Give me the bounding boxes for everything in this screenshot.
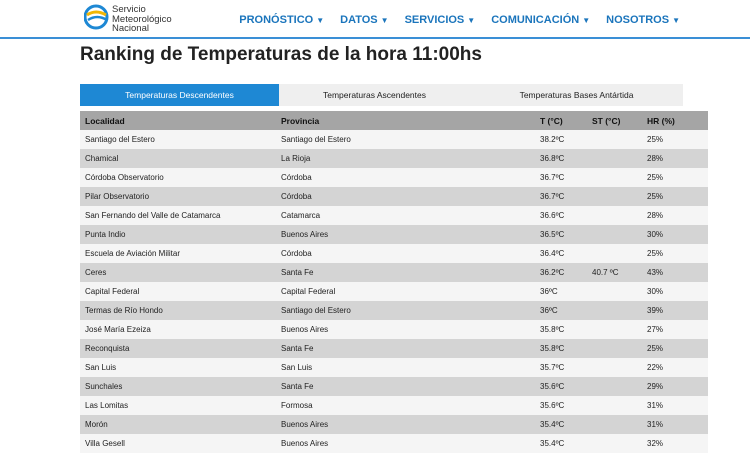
col-localidad: Localidad — [80, 111, 276, 130]
cell-humedad: 31% — [642, 396, 708, 415]
cell-provincia: Capital Federal — [276, 282, 535, 301]
logo-text — [112, 5, 172, 34]
col-provincia: Provincia — [276, 111, 535, 130]
cell-temperatura: 36.6ºC — [535, 206, 587, 225]
cell-sensacion — [587, 168, 642, 187]
cell-sensacion — [587, 320, 642, 339]
nav-servicios[interactable]: SERVICIOS ▼ — [404, 14, 476, 26]
page-title: Ranking de Temperaturas de la hora 11:00hs — [80, 44, 482, 65]
cell-localidad: Morón — [80, 415, 276, 434]
cell-humedad: 39% — [642, 301, 708, 320]
col-humedad: HR (%) — [642, 111, 708, 130]
cell-provincia: Buenos Aires — [276, 225, 535, 244]
caret-down-icon: ▼ — [467, 16, 476, 25]
cell-provincia: Buenos Aires — [276, 320, 535, 339]
cell-temperatura: 35.8ºC — [535, 339, 587, 358]
cell-provincia: San Luis — [276, 358, 535, 377]
table-header-row — [80, 111, 708, 130]
cell-temperatura: 36.2ºC — [535, 263, 587, 282]
cell-temperatura: 35.4ºC — [535, 434, 587, 453]
cell-humedad: 25% — [642, 130, 708, 149]
cell-temperatura: 36.7ºC — [535, 168, 587, 187]
cell-sensacion — [587, 149, 642, 168]
cell-provincia: Santa Fe — [276, 339, 535, 358]
caret-down-icon: ▼ — [582, 16, 591, 25]
tab-ascendentes[interactable]: Temperaturas Ascendentes — [279, 84, 470, 106]
cell-temperatura: 35.6ºC — [535, 377, 587, 396]
col-temperatura: T (°C) — [535, 111, 587, 130]
table-row — [80, 225, 708, 244]
cell-localidad: José María Ezeiza — [80, 320, 276, 339]
cell-sensacion — [587, 225, 642, 244]
main-nav — [223, 14, 680, 26]
table-row — [80, 187, 708, 206]
cell-sensacion — [587, 187, 642, 206]
cell-humedad: 32% — [642, 434, 708, 453]
cell-temperatura: 36ºC — [535, 301, 587, 320]
cell-sensacion — [587, 339, 642, 358]
cell-sensacion — [587, 377, 642, 396]
logo-line-3: Nacional — [112, 23, 149, 34]
cell-provincia: Catamarca — [276, 206, 535, 225]
cell-sensacion — [587, 434, 642, 453]
cell-provincia: La Rioja — [276, 149, 535, 168]
table-row — [80, 206, 708, 225]
caret-down-icon: ▼ — [672, 16, 680, 25]
cell-sensacion — [587, 415, 642, 434]
cell-localidad: Córdoba Observatorio — [80, 168, 276, 187]
table-row — [80, 339, 708, 358]
cell-provincia: Santiago del Estero — [276, 301, 535, 320]
col-sensacion: ST (°C) — [587, 111, 642, 130]
cell-localidad: Villa Gesell — [80, 434, 276, 453]
cell-localidad: Sunchales — [80, 377, 276, 396]
cell-temperatura: 38.2ºC — [535, 130, 587, 149]
cell-provincia: Córdoba — [276, 187, 535, 206]
cell-localidad: Santiago del Estero — [80, 130, 276, 149]
cell-localidad: Ceres — [80, 263, 276, 282]
cell-provincia: Buenos Aires — [276, 434, 535, 453]
table-body — [80, 130, 708, 453]
site-header — [0, 0, 750, 39]
cell-sensacion — [587, 358, 642, 377]
cell-provincia: Santa Fe — [276, 377, 535, 396]
cell-temperatura: 36.8ºC — [535, 149, 587, 168]
cell-localidad: San Luis — [80, 358, 276, 377]
cell-localidad: Escuela de Aviación Militar — [80, 244, 276, 263]
cell-humedad: 43% — [642, 263, 708, 282]
cell-sensacion — [587, 282, 642, 301]
cell-provincia: Santiago del Estero — [276, 130, 535, 149]
cell-localidad: Las Lomitas — [80, 396, 276, 415]
cell-localidad: Capital Federal — [80, 282, 276, 301]
cell-humedad: 25% — [642, 168, 708, 187]
cell-humedad: 28% — [642, 206, 708, 225]
cell-temperatura: 36.5ºC — [535, 225, 587, 244]
caret-down-icon: ▼ — [316, 16, 325, 25]
cell-provincia: Buenos Aires — [276, 415, 535, 434]
ranking-tabs — [80, 84, 683, 106]
cell-humedad: 22% — [642, 358, 708, 377]
cell-localidad: Termas de Río Hondo — [80, 301, 276, 320]
cell-sensacion: 40.7 ºC — [587, 263, 642, 282]
cell-localidad: Punta Indio — [80, 225, 276, 244]
nav-comunicacion[interactable]: COMUNICACIÓN ▼ — [491, 14, 591, 26]
table-row — [80, 377, 708, 396]
cell-temperatura: 35.8ºC — [535, 320, 587, 339]
caret-down-icon: ▼ — [380, 16, 389, 25]
cell-humedad: 27% — [642, 320, 708, 339]
cell-humedad: 30% — [642, 282, 708, 301]
cell-sensacion — [587, 206, 642, 225]
smn-logo[interactable] — [84, 3, 194, 35]
cell-temperatura: 36.7ºC — [535, 187, 587, 206]
cell-localidad: Pilar Observatorio — [80, 187, 276, 206]
nav-pronostico[interactable]: PRONÓSTICO ▼ — [239, 14, 325, 26]
cell-provincia: Formosa — [276, 396, 535, 415]
table-row — [80, 301, 708, 320]
table-row — [80, 396, 708, 415]
cell-sensacion — [587, 396, 642, 415]
table-row — [80, 149, 708, 168]
cell-humedad: 25% — [642, 187, 708, 206]
table-row — [80, 244, 708, 263]
table-row — [80, 320, 708, 339]
cell-provincia: Córdoba — [276, 168, 535, 187]
logo-line-2: Meteorológico — [112, 13, 172, 25]
cell-provincia: Córdoba — [276, 244, 535, 263]
cell-humedad: 31% — [642, 415, 708, 434]
logo-line-1: Servicio — [112, 4, 146, 15]
ranking-table — [80, 111, 708, 453]
table-row — [80, 415, 708, 434]
cell-localidad: Chamical — [80, 149, 276, 168]
table-row — [80, 358, 708, 377]
cell-temperatura: 36.4ºC — [535, 244, 587, 263]
cell-temperatura: 35.7ºC — [535, 358, 587, 377]
cell-humedad: 25% — [642, 244, 708, 263]
table-row — [80, 434, 708, 453]
cell-sensacion — [587, 301, 642, 320]
cell-temperatura: 36ºC — [535, 282, 587, 301]
table-row — [80, 282, 708, 301]
cell-localidad: Reconquista — [80, 339, 276, 358]
table-row — [80, 263, 708, 282]
cell-humedad: 29% — [642, 377, 708, 396]
table-row — [80, 130, 708, 149]
cell-provincia: Santa Fe — [276, 263, 535, 282]
cell-temperatura: 35.6ºC — [535, 396, 587, 415]
cell-humedad: 30% — [642, 225, 708, 244]
cell-sensacion — [587, 244, 642, 263]
table-row — [80, 168, 708, 187]
nav-datos[interactable]: DATOS ▼ — [340, 14, 389, 26]
cell-localidad: San Fernando del Valle de Catamarca — [80, 206, 276, 225]
tab-descendentes[interactable]: Temperaturas Descendentes — [80, 84, 279, 106]
cell-sensacion — [587, 130, 642, 149]
nav-nosotros[interactable]: NOSOTROS ▼ — [606, 14, 680, 26]
cell-humedad: 28% — [642, 149, 708, 168]
cell-temperatura: 35.4ºC — [535, 415, 587, 434]
cell-humedad: 25% — [642, 339, 708, 358]
tab-antartida[interactable]: Temperaturas Bases Antártida — [470, 84, 683, 106]
smn-logo-icon — [84, 3, 110, 31]
